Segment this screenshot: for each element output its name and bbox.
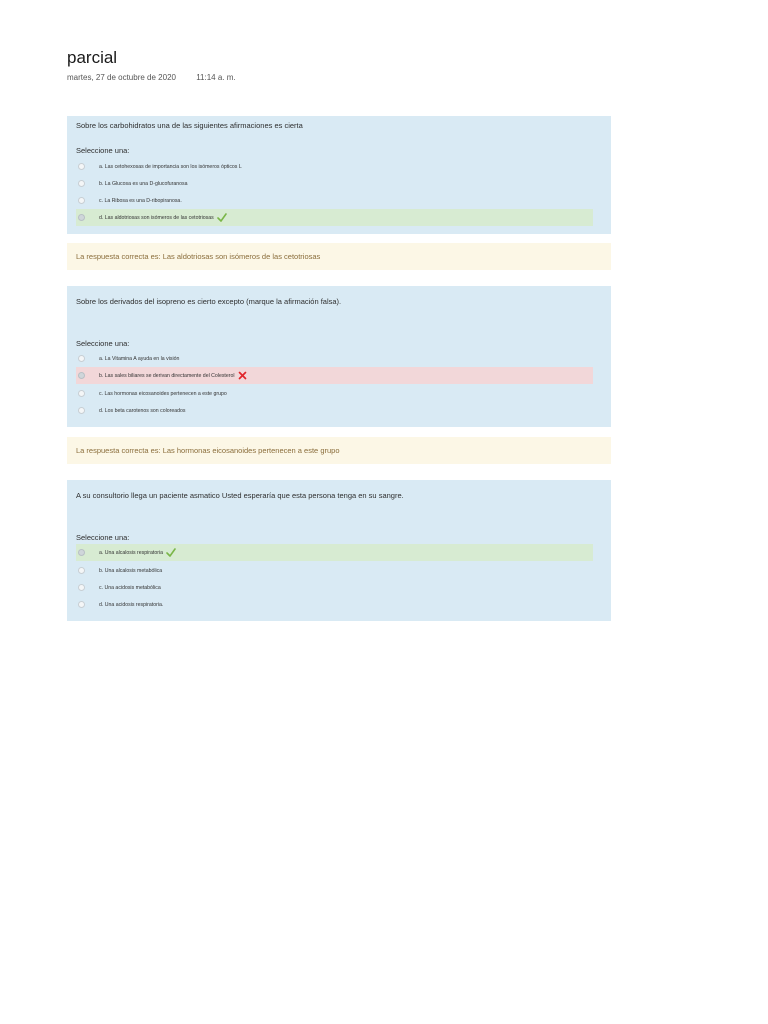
option-label: c. Las hormonas eicosanoides pertenecen a este grupo bbox=[99, 390, 227, 397]
option-label: d. Los beta carotenos son coloreados bbox=[99, 407, 186, 414]
option-label: d. Una acidosis respiratoria. bbox=[99, 601, 164, 608]
option-c[interactable] bbox=[76, 192, 593, 209]
cross-icon bbox=[238, 371, 247, 380]
option-label: b. Las sales biliares se derivan directamente del Colesterol bbox=[99, 372, 235, 379]
question-text: Sobre los carbohidratos una de las siguientes afirmaciones es cierta bbox=[76, 121, 303, 130]
question-card-1 bbox=[67, 116, 611, 234]
question-text: A su consultorio llega un paciente asmatico Usted esperaría que esta persona tenga en su sangre. bbox=[76, 491, 404, 500]
option-a[interactable] bbox=[76, 158, 593, 175]
radio-button[interactable] bbox=[78, 180, 85, 187]
feedback-text: La respuesta correcta es: Las aldotriosas son isómeros de las cetotriosas bbox=[76, 252, 321, 261]
option-label: c. Una acidosis metabólica bbox=[99, 584, 161, 591]
page-title: parcial bbox=[67, 48, 118, 67]
radio-button[interactable] bbox=[78, 601, 85, 608]
option-a[interactable] bbox=[76, 544, 593, 561]
question-card-2 bbox=[67, 286, 611, 427]
option-label: d. Las aldotriosas son isómeros de las cetotriosas bbox=[99, 214, 214, 221]
question-card-3 bbox=[67, 480, 611, 621]
radio-button-checked[interactable] bbox=[78, 549, 85, 556]
option-label: a. La Vitamina A ayuda en la visión bbox=[99, 355, 180, 362]
radio-button[interactable] bbox=[78, 407, 85, 414]
option-d[interactable] bbox=[76, 402, 593, 419]
radio-button[interactable] bbox=[78, 355, 85, 362]
feedback-text: La respuesta correcta es: Las hormonas eicosanoides pertenecen a este grupo bbox=[76, 446, 340, 455]
option-c[interactable] bbox=[76, 579, 593, 596]
select-label: Seleccione una: bbox=[76, 533, 130, 542]
option-b[interactable] bbox=[76, 562, 593, 579]
check-icon bbox=[166, 548, 176, 557]
select-label: Seleccione una: bbox=[76, 146, 130, 155]
feedback-card-2 bbox=[67, 437, 611, 464]
page-date: martes, 27 de octubre de 2020 bbox=[67, 73, 176, 82]
option-label: b. La Glucosa es una D-glucofuranosa bbox=[99, 180, 188, 187]
option-label: a. Las cetohexosas de importancia son los isómeros ópticos L bbox=[99, 163, 242, 170]
option-label: b. Una alcalosis metabólica bbox=[99, 567, 163, 574]
radio-button[interactable] bbox=[78, 197, 85, 204]
radio-button[interactable] bbox=[78, 567, 85, 574]
radio-button[interactable] bbox=[78, 163, 85, 170]
question-text: Sobre los derivados del isopreno es cierto excepto (marque la afirmación falsa). bbox=[76, 297, 342, 306]
option-a[interactable] bbox=[76, 350, 593, 367]
option-b[interactable] bbox=[76, 367, 593, 384]
option-c[interactable] bbox=[76, 385, 593, 402]
select-label: Seleccione una: bbox=[76, 339, 130, 348]
option-label: c. La Ribosa es una D-ribopiranosa. bbox=[99, 197, 182, 204]
check-icon bbox=[217, 213, 227, 222]
radio-button[interactable] bbox=[78, 390, 85, 397]
radio-button-checked[interactable] bbox=[78, 214, 85, 221]
feedback-card-1 bbox=[67, 243, 611, 270]
option-d[interactable] bbox=[76, 209, 593, 226]
page-meta bbox=[67, 72, 236, 84]
option-label: a. Una alcalosis respiratoria bbox=[99, 549, 164, 556]
option-d[interactable] bbox=[76, 596, 593, 613]
page-time: 11:14 a. m. bbox=[196, 73, 236, 82]
option-b[interactable] bbox=[76, 175, 593, 192]
radio-button-checked[interactable] bbox=[78, 372, 85, 379]
radio-button[interactable] bbox=[78, 584, 85, 591]
